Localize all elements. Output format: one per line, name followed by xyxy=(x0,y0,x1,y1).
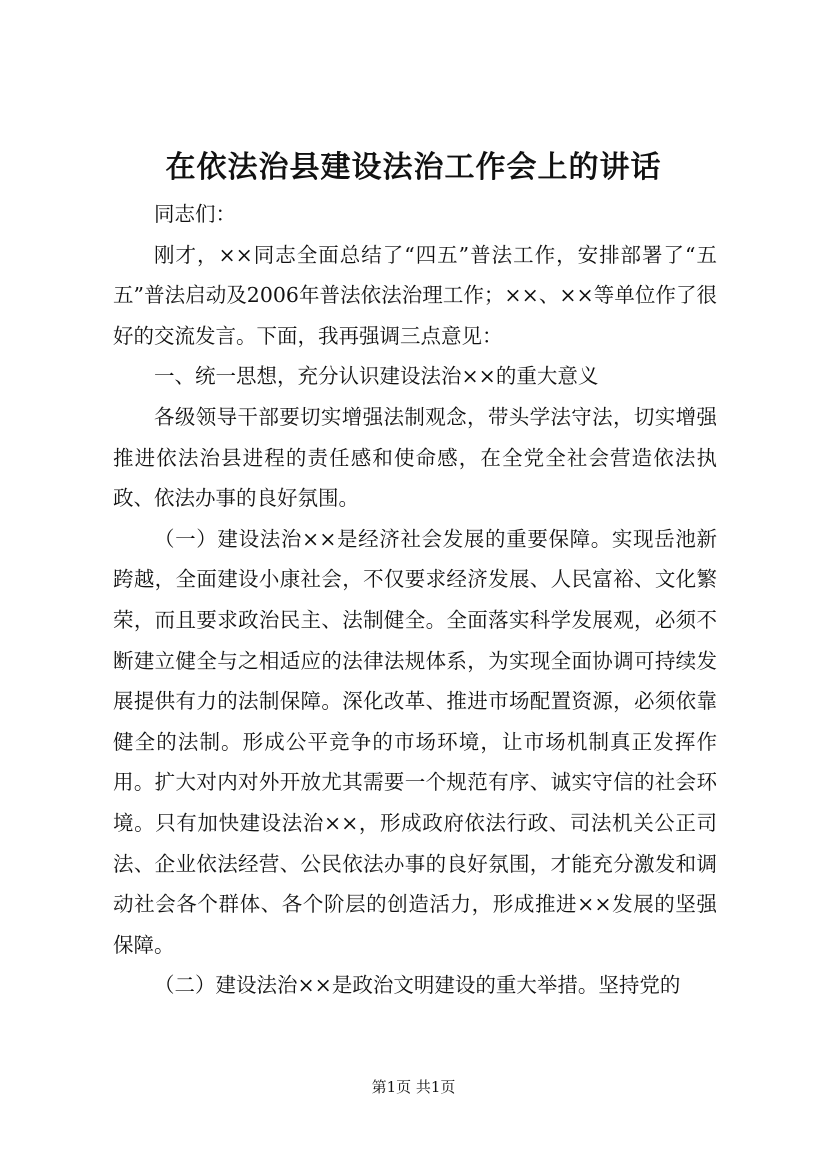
section-heading-1: 一、统一思想，充分认识建设法治××的重大意义 xyxy=(154,364,599,389)
salutation-paragraph: 同志们： xyxy=(154,202,236,226)
body-paragraph: 各级领导干部要切实增强法制观念，带头学法守法，切实增强推进依法治县进程的责任感和使命感，在全党全社会营造依法执政、依法办事的良好氛围。 xyxy=(113,404,717,511)
intro-paragraph: 刚才，××同志全面总结了“四五”普法工作，安排部署了“五五”普法启动及2006年普法依法治理工作；××、××等单位作了很好的交流发言。下面，我再强调三点意见： xyxy=(113,242,717,348)
page-number-footer: 第1页 共1页 xyxy=(371,1078,456,1096)
body-paragraph: （一）建设法治××是经济社会发展的重要保障。实现岳池新跨越，全面建设小康社会，不仅要求经济发展、人民富裕、文化繁荣，而且要求政治民主、法制健全。全面落实科学发展观，必须不断建立健全与之相适应的法律法规体系，为实现全面协调可持续发展提供有力的法制保障。深化改革、推进市场配置资源，必须依靠健全的法制。形成公平竞争的市场环境，让市场机制真正发挥作用。扩大对内对外开放尤其需要一个规范有序、诚实守信的社会环境。只有加快建设法治××，形成政府依法行政、司法机关公正司法、企业依法经营、公民依法办事的良好氛围，才能充分激发和调动社会各个群体、各个阶层的创造活力，形成推进××发展的坚强保障。 xyxy=(113,526,717,957)
document-title: 在依法治县建设法治工作会上的讲话 xyxy=(165,150,662,185)
document-body xyxy=(113,194,717,1006)
body-paragraph: （二）建设法治××是政治文明建设的重大举措。坚持党的 xyxy=(154,973,681,998)
